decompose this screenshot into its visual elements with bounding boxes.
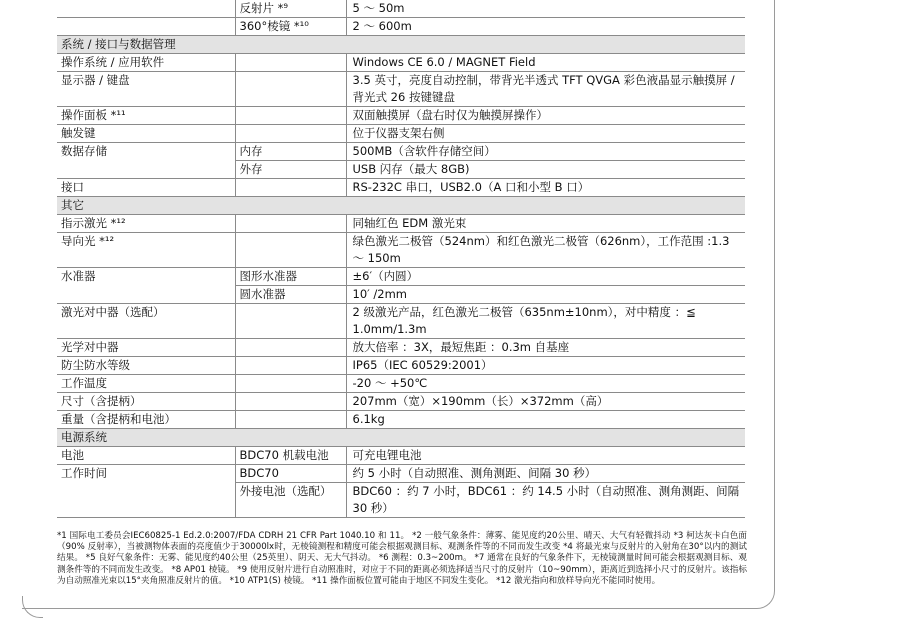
spec-sublabel: 外接电池（选配）	[235, 483, 346, 518]
spec-label	[57, 18, 235, 36]
spec-label: 操作系统 / 应用软件	[57, 54, 235, 72]
spec-label: 显示器 / 键盘	[57, 72, 235, 107]
spec-sublabel	[235, 72, 346, 107]
spec-row	[57, 54, 745, 72]
spec-label: 接口	[57, 179, 235, 197]
spec-label: 触发键	[57, 125, 235, 143]
spec-value: 3.5 英寸，亮度自动控制，带背光半透式 TFT QVGA 彩色液晶显示触摸屏 / 背光式 26 按键键盘	[346, 72, 745, 107]
spec-table	[57, 0, 745, 518]
spec-label: 尺寸（含提柄）	[57, 393, 235, 411]
spec-value: 放大倍率 ：3X，最短焦距 ：0.3m 自基座	[346, 339, 745, 357]
spec-row	[57, 411, 745, 429]
spec-sublabel: 外存	[235, 161, 346, 179]
spec-sublabel	[235, 233, 346, 268]
section-title: 系统 / 接口与数据管理	[57, 36, 745, 54]
spec-sublabel	[235, 54, 346, 72]
spec-row	[57, 304, 745, 339]
spec-row	[57, 18, 745, 36]
spec-value: 10′ /2mm	[346, 286, 745, 304]
spec-row	[57, 215, 745, 233]
spec-row	[57, 447, 745, 465]
section-header-row	[57, 36, 745, 54]
spec-label: 重量（含提柄和电池）	[57, 411, 235, 429]
spec-value: 双面触摸屏（盘右时仅为触摸屏操作）	[346, 107, 745, 125]
spec-value: 绿色激光二极管（524nm）和红色激光二极管（626nm），工作范围 :1.3 ～ 150m	[346, 233, 745, 268]
spec-row	[57, 125, 745, 143]
spec-label: 导向光 *¹²	[57, 233, 235, 268]
spec-value: Windows CE 6.0 / MAGNET Field	[346, 54, 745, 72]
page-border-corner	[22, 596, 43, 618]
spec-row	[57, 357, 745, 375]
spec-row	[57, 107, 745, 125]
spec-sublabel	[235, 215, 346, 233]
spec-value: 同轴红色 EDM 激光束	[346, 215, 745, 233]
spec-sublabel: 内存	[235, 143, 346, 161]
spec-value: IP65（IEC 60529:2001）	[346, 357, 745, 375]
spec-row	[57, 268, 745, 286]
spec-row	[57, 465, 745, 483]
spec-value: -20 ～ +50℃	[346, 375, 745, 393]
spec-value: 可充电锂电池	[346, 447, 745, 465]
spec-row	[57, 72, 745, 107]
spec-row	[57, 339, 745, 357]
spec-row	[57, 483, 745, 518]
spec-value: 2 级激光产品，红色激光二极管（635nm±10nm），对中精度 ：≦ 1.0mm/1.3m	[346, 304, 745, 339]
spec-row	[57, 286, 745, 304]
section-title: 电源系统	[57, 429, 745, 447]
spec-row	[57, 0, 745, 18]
spec-row	[57, 233, 745, 268]
spec-label	[57, 286, 235, 304]
spec-value: BDC60 ：约 7 小时，BDC61 ：约 14.5 小时（自动照准、测角测距、间隔 30 秒）	[346, 483, 745, 518]
spec-label: 操作面板 *¹¹	[57, 107, 235, 125]
spec-label	[57, 0, 235, 18]
spec-value: ±6′（内圆）	[346, 268, 745, 286]
spec-row	[57, 375, 745, 393]
spec-label: 防尘防水等级	[57, 357, 235, 375]
spec-sublabel: 反射片 *⁹	[235, 0, 346, 18]
spec-value: RS-232C 串口，USB2.0（A 口和小型 B 口）	[346, 179, 745, 197]
spec-value: 5 ～ 50m	[346, 0, 745, 18]
spec-value: USB 闪存（最大 8GB)	[346, 161, 745, 179]
section-header-row	[57, 197, 745, 215]
spec-label: 工作时间	[61, 466, 107, 480]
spec-sublabel: 360°棱镜 *¹⁰	[235, 18, 346, 36]
spec-value: 位于仪器支架右侧	[346, 125, 745, 143]
spec-sublabel	[235, 411, 346, 429]
spec-label: 激光对中器（选配）	[57, 304, 235, 339]
spec-label	[57, 161, 235, 179]
spec-row	[57, 161, 745, 179]
spec-sublabel	[235, 107, 346, 125]
spec-label: 光学对中器	[57, 339, 235, 357]
spec-sublabel	[235, 357, 346, 375]
spec-sublabel: 圆水准器	[235, 286, 346, 304]
spec-label	[57, 483, 235, 518]
section-title: 其它	[57, 197, 745, 215]
spec-row	[57, 393, 745, 411]
spec-value: 2 ～ 600m	[346, 18, 745, 36]
spec-sublabel	[235, 339, 346, 357]
spec-label: 电池	[57, 447, 235, 465]
spec-row	[57, 143, 745, 161]
section-header-row	[57, 429, 745, 447]
spec-label: 水准器	[61, 269, 96, 283]
spec-sublabel	[235, 125, 346, 143]
spec-label: 工作温度	[57, 375, 235, 393]
footnotes: *1 国际电工委员会IEC60825-1 Ed.2.0:2007/FDA CDRH 21 CFR Part 1040.10 和 11。 *2 一般气象条件：薄雾、能见度约20公里、晴天、大气有轻微抖动 *3 柯达灰卡白色面（90% 反射率），当被测物体表面的亮度值少于30000lx时，无棱镜测程和精度可能会根据观测目标、观测条件等的不同而发生改变 *4 将最光束与反射片的入射角在30°以内的测试结果。 *5 良好气象条件：无雾、能见度约40公里（25英里）、阴天、无大气抖动。 *6 测程：0.3~200m。 *7 通常在良好的气象条件下，无棱镜测量时间可能会根据观测目标、观测条件等的不同而发生改变。 *8 AP01 棱镜。 *9 使用反射片进行自动照准时，对应于不同的距离必须选择适当尺寸的反射片（10~90mm），距离近到选择小尺寸的反射片。该指标为自动照准光束以15°夹角照准反射片的值。 *10 ATP1(S) 棱镜。 *11 操作面板位置可能由于地区不同发生变化。 *12 激光指向和放样导向光不能同时使用。	[57, 531, 747, 586]
spec-sublabel	[235, 179, 346, 197]
spec-value: 500MB（含软件存储空间）	[346, 143, 745, 161]
spec-label: 指示激光 *¹²	[57, 215, 235, 233]
spec-value: 约 5 小时（自动照准、测角测距、间隔 30 秒）	[346, 465, 745, 483]
spec-sublabel: BDC70 机载电池	[235, 447, 346, 465]
spec-sublabel: BDC70	[235, 465, 346, 483]
spec-sublabel	[235, 393, 346, 411]
spec-sublabel	[235, 375, 346, 393]
spec-label: 数据存储	[61, 144, 107, 158]
spec-value: 207mm（宽）×190mm（长）×372mm（高）	[346, 393, 745, 411]
spec-value: 6.1kg	[346, 411, 745, 429]
spec-sublabel	[235, 304, 346, 339]
spec-sublabel: 图形水准器	[235, 268, 346, 286]
spec-row	[57, 179, 745, 197]
